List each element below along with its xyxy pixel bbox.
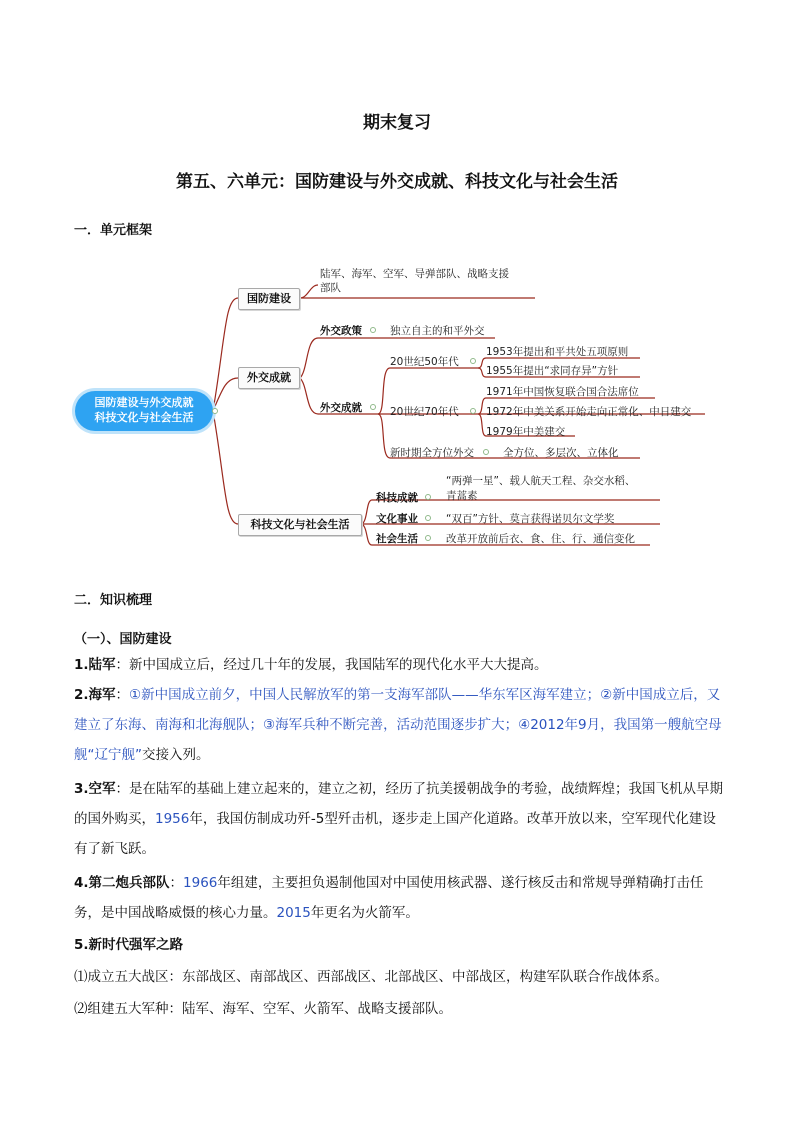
artillery-text-end: 年更名为火箭军。 (310, 905, 419, 921)
root-connector-dot (212, 408, 218, 414)
strong-military-heading: 5.新时代强军之路 (74, 937, 184, 953)
d50-item-2: 1955年提出“求同存异”方针 (486, 365, 619, 377)
artillery-text: 年组建，主要担负遏制他国对中国使用核武器、遂行核反击和常规导弹精确打击任务，是中国战略威慑的核心力量。 (74, 875, 704, 921)
para-navy (74, 680, 724, 770)
army-heading: 1.陆军 (74, 657, 116, 673)
defense-leaf-line-2: 部队 (320, 282, 341, 294)
d70-item-3: 1979年中美建交 (486, 426, 566, 438)
para-second-artillery (74, 868, 724, 928)
culture-dot (425, 515, 431, 521)
mind-map-root (75, 391, 213, 431)
para-service-branches: ⑵组建五大军种：陆军、海军、空军、火箭军、战略支援部队。 (74, 1001, 452, 1017)
branch-diplomacy: 外交成就 (238, 367, 300, 389)
new-era-diplomacy: 新时期全方位外交 (390, 447, 474, 459)
page-title: 期末复习 (363, 113, 431, 133)
section-heading-knowledge: 二．知识梳理 (74, 593, 153, 608)
airforce-year: 1956 (155, 811, 190, 827)
army-text: ：新中国成立后，经过几十年的发展，我国陆军的现代化水平大大提高。 (115, 657, 548, 673)
achievement-dot (370, 404, 376, 410)
artillery-heading: 4.第二炮兵部队 (74, 875, 170, 891)
tech-label: 科技成就 (376, 492, 418, 504)
tech-leaf-line-1: “两弹一星”、载人航天工程、杂交水稻、 (446, 475, 636, 487)
diplomacy-achievement-label: 外交成就 (320, 402, 362, 414)
root-line-1: 国防建设与外交成就 (94, 396, 194, 409)
airforce-heading: 3.空军 (74, 781, 116, 797)
decade-1950s: 20世纪50年代 (390, 356, 459, 368)
diplomacy-policy-label: 外交政策 (320, 325, 362, 337)
navy-text-end: 交接入列。 (142, 747, 210, 763)
tech-leaf-line-2: 青蒿素 (446, 490, 478, 502)
para-war-zones: ⑴成立五大战区：东部战区、南部战区、西部战区、北部战区、中部战区，构建军队联合作战体系。 (74, 969, 668, 985)
airforce-text-end: 年，我国仿制成功歼-5型歼击机，逐步走上国产化道路。改革开放以来，空军现代化建设有了新飞跃。 (74, 811, 716, 857)
root-line-2: 科技文化与社会生活 (94, 411, 194, 424)
artillery-year-1: 1966 (183, 875, 218, 891)
subsection-defense: （一）、国防建设 (74, 632, 172, 647)
social-leaf: 改革开放前后衣、食、住、行、通信变化 (446, 533, 635, 545)
diplomacy-policy-leaf: 独立自主的和平外交 (390, 325, 485, 337)
para-strong-military (74, 930, 724, 960)
culture-leaf: “双百”方针、莫言获得诺贝尔文学奖 (446, 513, 615, 525)
new-era-dot (483, 449, 489, 455)
defense-leaf (320, 267, 509, 295)
para-airforce (74, 774, 724, 864)
section-heading-framework: 一．单元框架 (74, 223, 153, 238)
decade-1970s: 20世纪70年代 (390, 406, 459, 418)
artillery-year-2: 2015 (276, 905, 311, 921)
d50-item-1: 1953年提出和平共处五项原则 (486, 346, 629, 358)
airforce-text: ：是在陆军的基础上建立起来的，建立之初，经历了抗美援朝战争的考验，战绩辉煌；我国飞机从早期的国外购买， (74, 781, 724, 827)
new-era-leaf: 全方位、多层次、立体化 (503, 447, 619, 459)
branch-national-defense: 国防建设 (238, 288, 300, 310)
tech-leaf (446, 474, 635, 504)
culture-label: 文化事业 (376, 513, 418, 525)
tech-dot (425, 494, 431, 500)
para-army (74, 650, 724, 680)
defense-leaf-line-1: 陆军、海军、空军、导弹部队、战略支援 (320, 268, 509, 280)
navy-text: ①新中国成立前夕，中国人民解放军的第一支海军部队——华东军区海军建立；②新中国成立后，又建立了东海、南海和北海舰队；③海军兵种不断完善，活动范围逐步扩大；④2012年9月，我国第一艘航空母舰 (74, 687, 722, 763)
mind-map (0, 0, 794, 560)
navy-heading: 2.海军 (74, 687, 116, 703)
navy-colon: ： (115, 687, 130, 703)
artillery-colon: ： (169, 875, 184, 891)
page-subtitle: 第五、六单元：国防建设与外交成就、科技文化与社会生活 (176, 172, 618, 192)
decade-1950s-dot (470, 358, 476, 364)
d70-item-2: 1972年中美关系开始走向正常化、中日建交 (486, 406, 692, 418)
decade-1970s-dot (470, 408, 476, 414)
social-label: 社会生活 (376, 533, 418, 545)
social-dot (425, 535, 431, 541)
navy-ship-name: “辽宁舰” (87, 747, 142, 763)
branch-tech-culture: 科技文化与社会生活 (238, 514, 362, 536)
policy-dot (370, 327, 376, 333)
d70-item-1: 1971年中国恢复联合国合法席位 (486, 386, 639, 398)
